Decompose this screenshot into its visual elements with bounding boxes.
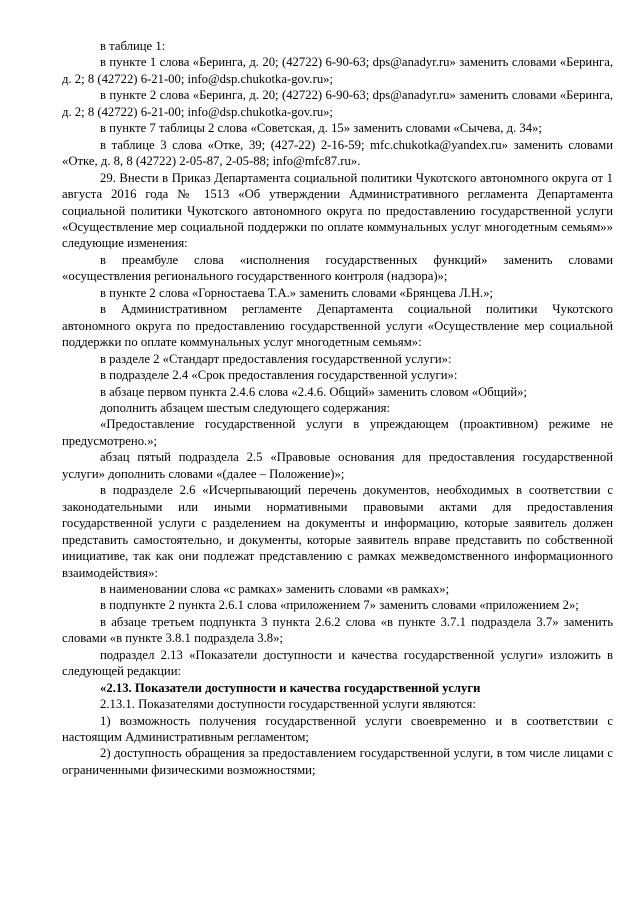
- paragraph: в пункте 7 таблицы 2 слова «Советская, д. 15» заменить словами «Сычева, д. 34»;: [100, 121, 542, 136]
- paragraph: «Предоставление государственной услуги в упреждающем (проактивном) режиме не предусмотрено.»;: [62, 417, 613, 448]
- paragraph: в абзаце первом пункта 2.4.6 слова «2.4.6. Общий» заменить словом «Общий»;: [100, 384, 527, 399]
- paragraph: в таблице 3 слова «Отке, 39; (427-22) 2-16-59; mfc.chukotka@yandex.ru» заменить словами «Отке, д. 8, 8 (42722) 2-05-87, 2-05-88; info@mfc87.ru».: [62, 137, 613, 169]
- paragraph: в абзаце третьем подпункта 3 пункта 2.6.2 слова «в пункте 3.7.1 подраздела 3.7» заменить словами «в пункте 3.8.1 подраздела 3.8»;: [62, 614, 613, 646]
- paragraph: в пункте 2 слова «Горностаева Т.А.» заменить словами «Брянцева Л.Н.»;: [100, 285, 494, 300]
- section-heading: «2.13. Показатели доступности и качества государственной услуги: [100, 680, 481, 695]
- paragraph: 2) доступность обращения за предоставлением государственной услуги, в том числе лицами с ограниченными физическими возможностями;: [62, 746, 613, 777]
- paragraph: 2.13.1. Показателями доступности государственной услуги являются:: [100, 697, 476, 712]
- paragraph: 1) возможность получения государственной услуги своевременно и в соответствии с настоящим Административным регламентом;: [62, 713, 613, 745]
- paragraph: в наименовании слова «с рамках» заменить словами «в рамках»;: [100, 581, 450, 596]
- paragraph: в Административном регламенте Департамента социальной политики Чукотского автономного округа по предоставлению государственной услуги «Осуществление мер социальной поддержки по оплате коммунальных услуг многодетным семьям»:: [62, 302, 613, 350]
- paragraph: в таблице 1:: [100, 39, 166, 53]
- paragraph: 29. Внести в Приказ Департамента социальной политики Чукотского автономного округа от 1 августа 2016 года № 1513 «Об утверждении Административного регламента Департамента социальной политики Чукотского автономного округа по предоставлению государственной услуги «Осуществление мер социальной поддержки по оплате коммунальных услуг многодетным семьям»» следующие изменения:: [62, 170, 613, 251]
- paragraph: дополнить абзацем шестым следующего содержания:: [100, 400, 391, 415]
- paragraph: в пункте 2 слова «Беринга, д. 20; (42722) 6-90-63; dps@anadyr.ru» заменить словами «Беринга, д. 2; 8 (42722) 6-21-00; info@dsp.chukotka-gov.ru»;: [62, 88, 613, 119]
- paragraph: в подпункте 2 пункта 2.6.1 слова «приложением 7» заменить словами «приложением 2»;: [100, 598, 579, 613]
- paragraph: в подразделе 2.4 «Срок предоставления государственной услуги»:: [100, 368, 458, 383]
- paragraph: в подразделе 2.6 «Исчерпывающий перечень документов, необходимых в соответствии с законодательными или иными нормативными правовыми актами для предоставления государственной услуги с разделением на документы и информацию, которые заявитель должен представить самостоятельно, и документы, которые заявитель вправе представить по собственной инициативе, так как они подлежат представлению с рамках межведомственного информационного взаимодействия»:: [62, 483, 613, 580]
- paragraph: в преамбуле слова «исполнения государственных функций» заменить словами «осуществления регионального государственного контроля (надзора)»;: [62, 252, 613, 284]
- paragraph: подраздел 2.13 «Показатели доступности и качества государственной услуги» изложить в следующей редакции:: [62, 647, 613, 679]
- paragraph: абзац пятый подраздела 2.5 «Правовые основания для предоставления государственной услуги» дополнить словами «(далее – Положение)»;: [62, 450, 613, 481]
- paragraph: в разделе 2 «Стандарт предоставления государственной услуги»:: [100, 351, 452, 366]
- paragraph: в пункте 1 слова «Беринга, д. 20; (42722) 6-90-63; dps@anadyr.ru» заменить словами «Беринга, д. 2; 8 (42722) 6-21-00; info@dsp.chukotka-gov.ru»;: [62, 55, 613, 86]
